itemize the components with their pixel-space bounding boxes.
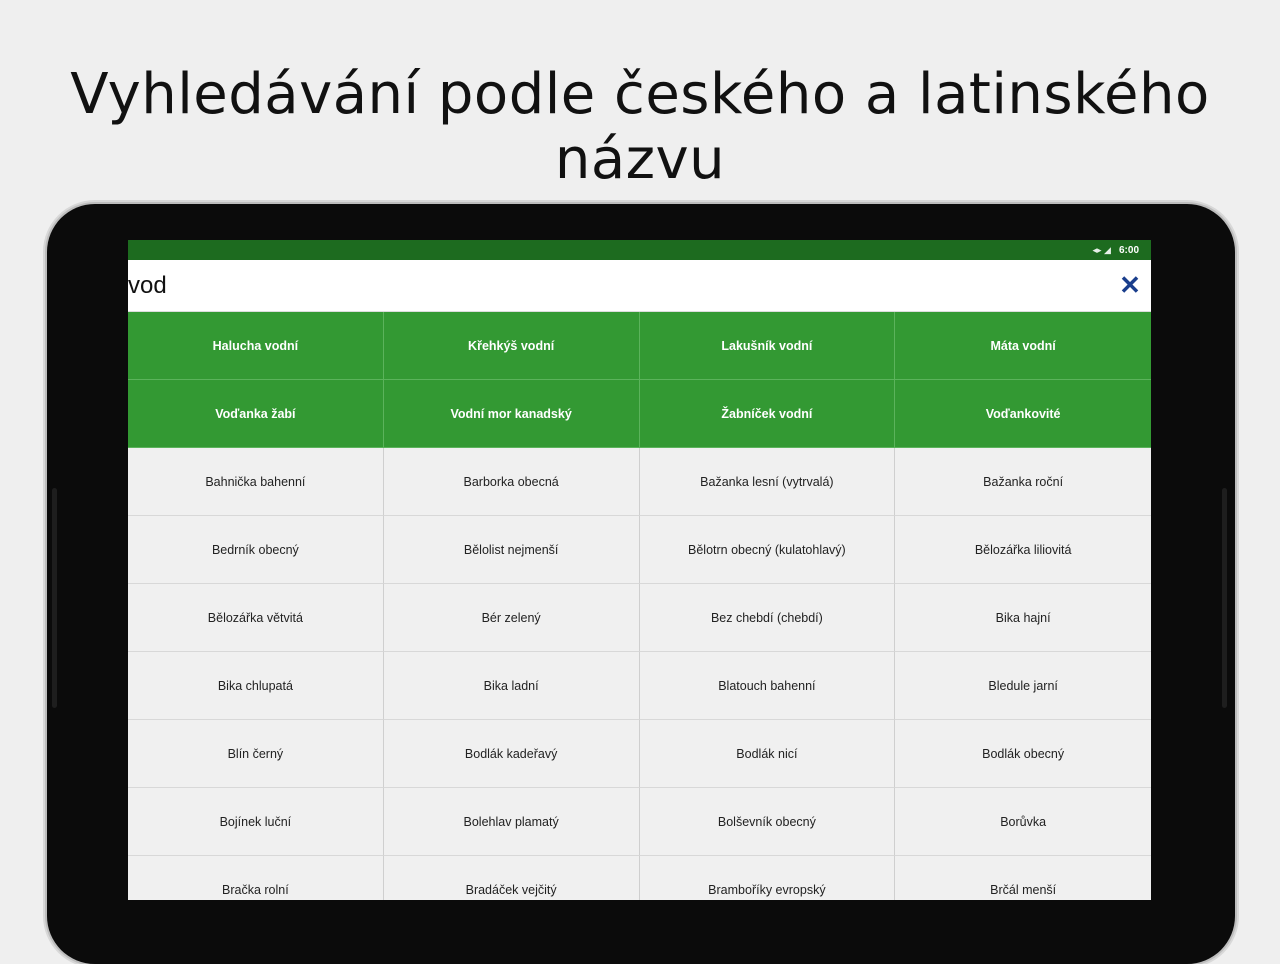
plant-item[interactable]: Brčál menší bbox=[895, 856, 1151, 900]
plant-item[interactable]: Bělozářka liliovitá bbox=[895, 516, 1151, 584]
plant-item[interactable]: Bika hajní bbox=[895, 584, 1151, 652]
close-icon[interactable]: ✕ bbox=[1119, 270, 1141, 300]
plant-item[interactable]: Bahnička bahenní bbox=[128, 448, 384, 516]
plant-item[interactable]: Bolševník obecný bbox=[640, 788, 896, 856]
plant-item[interactable]: Bojínek luční bbox=[128, 788, 384, 856]
page-headline: Vyhledávání podle českého a latinského názvu bbox=[70, 62, 1210, 192]
plant-item-match[interactable]: Máta vodní bbox=[895, 312, 1151, 380]
plant-item-match[interactable]: Lakušník vodní bbox=[640, 312, 896, 380]
plant-item[interactable]: Bělozářka větvitá bbox=[128, 584, 384, 652]
plant-item[interactable]: Bažanka roční bbox=[895, 448, 1151, 516]
plant-item[interactable]: Blín černý bbox=[128, 720, 384, 788]
plant-item-match[interactable]: Žabníček vodní bbox=[640, 380, 896, 448]
plant-item[interactable]: Bika chlupatá bbox=[128, 652, 384, 720]
plant-item[interactable]: Bradáček vejčitý bbox=[384, 856, 640, 900]
signal-icon: ◂▸ ◢ bbox=[1092, 244, 1111, 255]
app-screen bbox=[128, 240, 1151, 900]
plant-item[interactable]: Borůvka bbox=[895, 788, 1151, 856]
plant-item[interactable]: Bělotrn obecný (kulatohlavý) bbox=[640, 516, 896, 584]
plant-grid bbox=[128, 312, 1151, 900]
status-bar bbox=[128, 240, 1151, 260]
search-input[interactable] bbox=[128, 266, 1088, 306]
plant-item[interactable]: Bledule jarní bbox=[895, 652, 1151, 720]
plant-item-match[interactable]: Vodní mor kanadský bbox=[384, 380, 640, 448]
plant-item[interactable]: Bodlák obecný bbox=[895, 720, 1151, 788]
plant-item[interactable]: Bér zelený bbox=[384, 584, 640, 652]
plant-item[interactable]: Bramboříky evropský bbox=[640, 856, 896, 900]
plant-item[interactable]: Bělolist nejmenší bbox=[384, 516, 640, 584]
plant-item-match[interactable]: Křehkýš vodní bbox=[384, 312, 640, 380]
plant-item[interactable]: Bedrník obecný bbox=[128, 516, 384, 584]
plant-item[interactable]: Bodlák nicí bbox=[640, 720, 896, 788]
plant-item[interactable]: Barborka obecná bbox=[384, 448, 640, 516]
plant-item-match[interactable]: Halucha vodní bbox=[128, 312, 384, 380]
tablet-side-button-right bbox=[1222, 488, 1227, 708]
plant-item[interactable]: Bika ladní bbox=[384, 652, 640, 720]
plant-item-match[interactable]: Voďankovité bbox=[895, 380, 1151, 448]
search-bar bbox=[128, 260, 1151, 312]
tablet-side-button-left bbox=[52, 488, 57, 708]
plant-item[interactable]: Blatouch bahenní bbox=[640, 652, 896, 720]
status-time: 6:00 bbox=[1118, 244, 1139, 256]
plant-item-match[interactable]: Voďanka žabí bbox=[128, 380, 384, 448]
plant-item[interactable]: Bolehlav plamatý bbox=[384, 788, 640, 856]
plant-item[interactable]: Bodlák kadeřavý bbox=[384, 720, 640, 788]
plant-item[interactable]: Bračka rolní bbox=[128, 856, 384, 900]
plant-item[interactable]: Bažanka lesní (vytrvalá) bbox=[640, 448, 896, 516]
plant-item[interactable]: Bez chebdí (chebdí) bbox=[640, 584, 896, 652]
